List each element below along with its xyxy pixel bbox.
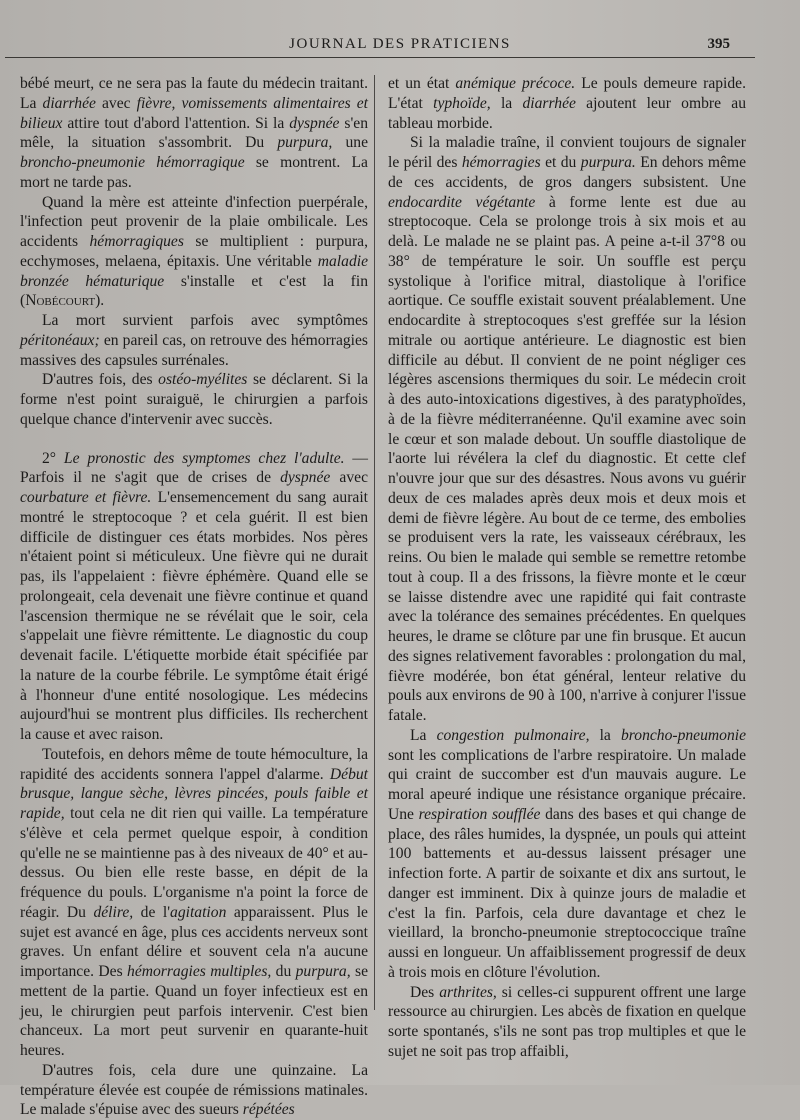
italic-text: endocardite végétante (388, 193, 536, 211)
italic-text: anémique précoce. (455, 75, 576, 92)
text-run: en pareil cas, on retrouve des hémorragies massives des capsules surrénales. (20, 331, 368, 369)
page-number: 395 (707, 36, 730, 52)
text-run: si celles-ci suppurent offrent une large ressource au chirurgien. Les abcès de fixation en quelque sorte spontanés, s'ils ne sont pas trop multiples et que le sujet ne soit pas trop affaibli, (388, 983, 746, 1060)
italic-text: purpura, (295, 963, 351, 980)
text-run: L'ensemencement du sang aurait montré le streptocoque ? et cela guérit. Il est bien difficile de distinguer ces états morbides. Nos pères n'étaient point si méticuleux. Une fièvre qui ne durait pas, ils l'appelaient : fièvre éphémère. Quand elle se prolongeait, cela devenait une fièvre continue et quand l'ascension thermique ne se révélait que le soir, cela s'appelait une fièvre rémittente. Le diagnostic du coup devenait facile. L'étiquette morbide était spécifiée par la nature de la courbe fébrile. Le symptôme était érigé à l'honneur d'une entité nosologique. Les médecins aujourd'hui se montrent plus difficiles. Ils recherchent la cause et avec raison. (20, 489, 368, 743)
text-run: la (490, 94, 523, 112)
italic-text: diarrhée (42, 94, 96, 112)
italic-text: broncho-pneumonie (620, 726, 746, 744)
paragraph (388, 133, 746, 726)
paragraph (20, 74, 368, 193)
italic-text: diarrhée (522, 94, 576, 112)
paragraph (20, 745, 368, 1061)
italic-text: dyspnée (280, 469, 331, 487)
text-run: tout cela ne dit rien qui vaille. La température s'élève et cela permet quelque espoir, à condition qu'elle ne se maintienne pas à des niveaux de 40° et au-dessus. Ou bien elle reste basse, en dépit de la fréquence du pouls. L'organisme n'a point la force de réagir. Du (20, 805, 368, 921)
text-run: Le pouls demeure rapide. L'état (388, 75, 746, 112)
paragraph (20, 449, 368, 745)
text-run: La (410, 726, 437, 744)
text-run: bébé meurt, ce ne sera pas la faute du médecin traitant. La (20, 75, 368, 112)
italic-text: purpura. (580, 154, 636, 171)
italic-text: répétées (242, 1101, 295, 1119)
text-run: avec (330, 469, 368, 487)
paragraph (388, 726, 746, 983)
text-run: de l' (133, 903, 171, 921)
text-run: attire tout d'abord l'attention. Si la (62, 114, 290, 132)
column-divider (374, 75, 375, 1010)
text-run: se multiplient : purpura, ecchymoses, melaena, épitaxis. Une véritable (20, 233, 368, 270)
italic-text: délire, (93, 903, 134, 921)
text-run: Si la maladie traîne, il convient toujours de signaler le péril des (388, 134, 746, 171)
italic-text: hémorragies (461, 154, 541, 171)
text-run: 2° (42, 449, 64, 467)
italic-text: maladie bronzée hématurique (20, 252, 368, 290)
text-run: s'en mêle, la situation s'assombrit. Du (20, 114, 368, 152)
left-column (20, 74, 368, 1120)
text-run: du (271, 963, 296, 980)
italic-text: hémorragies multiples, (127, 963, 272, 980)
italic-text: ostéo-myélites (158, 371, 248, 389)
header-rule (5, 57, 755, 58)
text-run: se déclarent. Si la forme n'est point suraiguë, le chirurgien a parfois quelque chance d'intervenir avec succès. (20, 371, 368, 428)
paragraph (388, 74, 746, 133)
text-run: avec (95, 94, 137, 112)
paragraph (20, 370, 368, 429)
paragraph (388, 983, 746, 1062)
italic-text: dyspnée (289, 114, 340, 132)
small-caps-text: Nobécourt (25, 292, 96, 310)
paragraph (20, 1061, 368, 1120)
italic-text: fièvre, vomissements alimentaires et bilieux (20, 94, 368, 132)
text-run: ajoutent leur ombre au tableau morbide. (388, 94, 746, 132)
text-run: se mettent de la partie. Quand un foyer infectieux est en jeu, le chirurgien peut parfois intervenir. C'est bien chanceux. La mort peut survenir en quarante-huit heures. (20, 963, 368, 1059)
text-run: s'installe et c'est la fin ( (20, 272, 368, 310)
text-run: Quand la mère est atteinte d'infection puerpérale, l'infection peut provenir de la plaie ombilicale. Les accidents (20, 193, 368, 250)
text-run: D'autres fois, cela dure une quinzaine. La température élevée est coupée de rémissions matinales. Le malade s'épuise avec des sueurs (20, 1061, 368, 1119)
paragraph (20, 193, 368, 312)
italic-text: hémorragiques (89, 233, 184, 250)
italic-text: broncho-pneumonie hémorragique (20, 154, 245, 171)
italic-text: Début brusque, langue sèche, lèvres pincées, pouls faible et rapide, (20, 765, 368, 822)
italic-text: typhoïde, (433, 94, 491, 112)
italic-text: agitation (170, 903, 227, 921)
text-run: sont les complications de l'arbre respiratoire. Un malade qui craint de succomber est d'un mauvais augure. Le moral apeuré indique une résistance organique précaire. Une (388, 746, 746, 823)
text-run: dans des bases et qui change de place, des râles humides, la dyspnée, un pouls qui atteint 100 battements et au-dessus laissent présager une infection forte. A partir de soixante et dix ans surtout, le danger est imminent. Dix à quinze jours de maladie et c'est la fin. Parfois, cela dure davantage et chez le vieillard, la broncho-pneumonie streptococcique traîne aussi en longueur. Un affaiblissement progressif de deux à trois mois en clôture l'évolution. (388, 805, 746, 981)
text-run: D'autres fois, des (42, 371, 159, 389)
text-run: Des (410, 983, 440, 1001)
italic-text: péritonéaux; (20, 331, 100, 349)
text-run: et du (540, 154, 581, 171)
paragraph (20, 311, 368, 370)
text-run: se montrent. La mort ne tarde pas. (20, 154, 368, 191)
text-run: la (589, 726, 621, 744)
text-run: Toutefois, en dehors même de toute hémoculture, la rapidité des accidents sonnera l'appel d'alarme. (20, 745, 368, 783)
italic-text: Le pronostic des symptomes chez l'adulte. (63, 449, 345, 467)
italic-text: arthrites, (439, 983, 497, 1001)
text-run: une (332, 134, 368, 152)
page-header (0, 34, 800, 58)
journal-title: JOURNAL DES PRATICIENS (289, 36, 511, 52)
text-run: En dehors même de ces accidents, de gros dangers subsistent. Une (388, 154, 747, 191)
text-run: apparaissent. Plus le sujet est avancé en âge, plus ces accidents nerveux sont graves. Un enfant délire et souvent cela n'a aucune importance. Des (20, 903, 368, 980)
italic-text: respiration soufflée (418, 805, 541, 823)
text-run: ). (95, 292, 105, 310)
right-column (388, 74, 746, 1062)
text-run: — Parfois il ne s'agit que de crises de (20, 449, 368, 487)
italic-text: courbature et fièvre. (20, 489, 152, 506)
text-run: La mort survient parfois avec symptômes (42, 312, 368, 329)
italic-text: congestion pulmonaire, (436, 726, 590, 744)
italic-text: purpura, (277, 134, 333, 152)
text-run: et un état (388, 75, 456, 92)
text-run: à forme lente est due au streptocoque. Cela se prolonge trois à six mois et au delà. Le malade ne se plaint pas. A peine a-t-il 37°8 ou 38° de température le soir. Un souffle est perçu systolique à l'orifice mitral, diastolique à l'orifice aortique. Ce souffle existait souvent préalablement. Une endocardite à streptocoques s'est greffée sur la lésion mitrale ou aortique antérieure. Le diagnostic est bien difficile au début. Il convient de ne point négliger ces légères ascensions thermiques du soir. Le médecin croit à des auto-intoxications digestives, à des paratyphoïdes, à de la fièvre méditerranéenne. Qu'il examine avec soin le cœur et son malade debout. Un souffle diastolique de l'aorte lui révélera la clef du diagnostic. Et cette clef n'ouvre jour que sur des désastres. Nous avons vu guérir deux de ces malades après deux mois et deux mois et demi de fièvre légère. Au bout de ce terme, des embolies se produisent vers la rate, les vaisseaux cérébraux, les reins. Ou bien le malade qui semble se remettre retombe tout à coup. Il a des frissons, la fièvre monte et le cœur se laisse distendre avec une rapidité qui fait contraste avec la tolérance des semaines précédentes. En quelques heures, le drame se clôture par une fin brusque. Et aucun des signes relativement favorables : prolongation du mal, fièvre modérée, bon état général, lenteur relative du pouls aux environs de 90 à 100, n'arrive à conjurer l'issue fatale. (388, 193, 746, 724)
